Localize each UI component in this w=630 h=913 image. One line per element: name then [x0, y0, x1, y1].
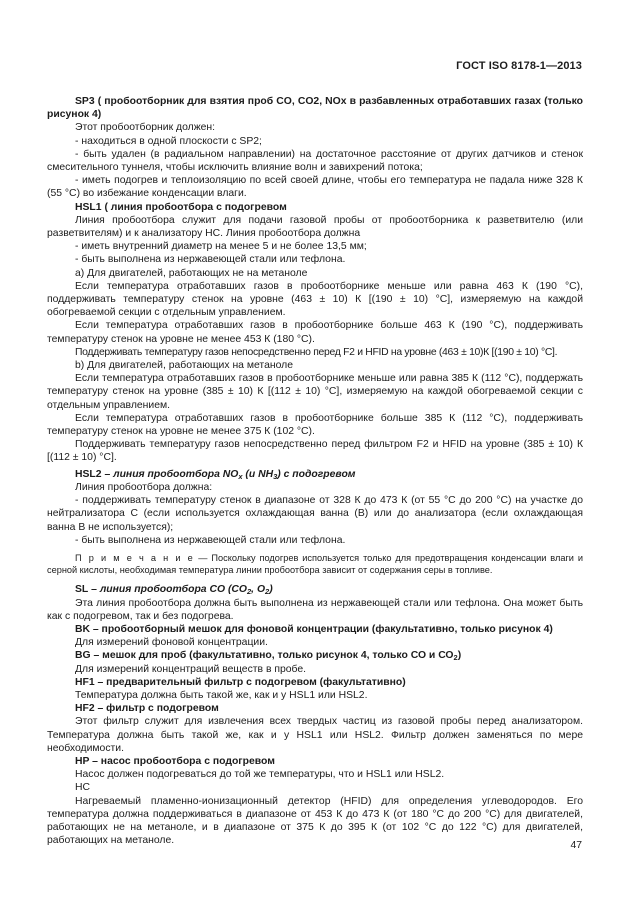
note [47, 552, 583, 576]
hsl1-b-text-1: Если температура отработавших газов в пробоотборнике меньше или равна 385 К (112 °С), поддержать температуру стенок на уровне (385 ± 10) К [(112 ± 10) °С], измеряемую на каждой обогреваемой секции с отдельным управлением. [47, 373, 583, 411]
bg-text: Для измерений концентраций веществ в пробе. [75, 663, 307, 675]
hsl2-heading-part-3: ) с подогревом [277, 468, 356, 480]
sp3-item-3: - иметь подогрев и теплоизоляцию по всей своей длине, чтобы его температура не падала ниже 328 К (55 °С) во избежание конденсации влаги. [47, 175, 583, 200]
bg-heading-part-2: ) [457, 650, 462, 662]
hc-text: Нагреваемый пламенно-ионизационный детектор (HFID) для определения углеводородов. Его температура должна поддерживаться в диапазоне от 453 К до 473 К (от 180 °С до 200 °С) для двигателей, работающих не на метаноле, и в диапазоне от 375 К до 395 К (от 102 °С до 122 °С) для двигателей, работающих на метаноле. [47, 795, 583, 847]
sl-text: Эта линия пробоотбора должна быть выполнена из нержавеющей стали или тефлона. Она может быть как с подогревом, так и без подогрева. [47, 597, 583, 622]
hsl2-heading-part-1: – линия пробоотбора NO [101, 468, 239, 480]
sl-heading [47, 583, 583, 596]
sl-heading-code: SL [75, 584, 89, 596]
hsl1-a-text-1: Если температура отработавших газов в пробоотборнике меньше или равна 463 К (190 °С), поддерживать температуру стенок на уровне (463 ± 10) К [(190 ± 10) °С], измеряемую на каждой обогреваемой секции с отдельным управлением. [47, 280, 583, 319]
hsl2-item-2: - быть выполнена из нержавеющей стали или тефлона. [75, 534, 346, 546]
bg-subscript-2: 2 [453, 653, 458, 663]
hsl1-subheading-a: а) Для двигателей, работающих не на метаноле [75, 267, 308, 279]
hsl2-heading-title [102, 469, 356, 480]
hsl1-item-1: - иметь внутренний диаметр на менее 5 и не более 13,5 мм; [75, 241, 367, 253]
sl-subscript-2: 2 [247, 587, 252, 597]
hsl2-subscript-3: 3 [273, 471, 278, 481]
sl-heading-part-2: , O [251, 584, 266, 596]
sp3-intro: Этот пробоотборник должен: [75, 122, 216, 134]
hsl1-item-2: - быть выполнена из нержавеющей стали или тефлона. [75, 254, 346, 266]
hf1-heading: HF1 – предварительный фильтр с подогревом (факультативно) [75, 676, 406, 688]
hsl1-b-text-3: Поддерживать температуру газов непосредственно перед фильтром F2 и HFID на уровне (385 ± 10) К [(112 ± 10) °С]. [47, 439, 583, 464]
document-body [47, 95, 583, 847]
hsl2-heading [47, 468, 583, 481]
bg-heading [47, 649, 583, 662]
bk-text: Для измерений фоновой концентрации. [75, 637, 268, 649]
hsl2-item-1: - поддерживать температуру стенок в диапазоне от 328 К до 473 К (от 55 °С до 200 °С) на участке до нейтрализатора С (если используется охлаждающая ванна (В) или до анализатора (если охлаждающая ванна В не используется); [47, 495, 583, 533]
hsl2-heading-part-2: (и NH [242, 468, 274, 480]
hsl1-intro: Линия пробоотбора служит для подачи газовой пробы от пробоотборника к разветвителю (или разветвителям) и к анализатору НС. Линия пробоотбора должна [47, 214, 583, 240]
hp-text: Насос должен подогреваться до той же температуры, что и HSL1 или HSL2. [75, 769, 445, 781]
hp-heading: HP – насос пробоотбора с подогревом [75, 755, 275, 767]
hsl1-a-text-2: Если температура отработавших газов в пробоотборнике больше 463 К (190 °С), поддерживать температуру стенок на уровне не менее 453 К (180 °С). [47, 320, 583, 345]
hf2-text: Этот фильтр служит для извлечения всех твердых частиц из газовой пробы перед анализатором. Температура должна быть такой же, как и у HSL1 или HSL2. Фильтр должен заменяться по мере необходимости. [47, 716, 583, 754]
hsl1-a-text-3: Поддерживать температуру газов непосредственно перед F2 и HFID на уровне (463 ± 10)К [(190 ± 10) °С]. [75, 346, 558, 358]
hf1-text: Температура должна быть такой же, как и у HSL1 или HSL2. [75, 689, 368, 701]
page-number: 47 [570, 840, 582, 851]
sp3-item-2: - быть удален (в радиальном направлении) на достаточное расстояние от других датчиков и стенок смесительного туннеля, чтобы исключить влияние волн и завихрений потока; [47, 148, 583, 174]
hsl1-subheading-b: b) Для двигателей, работающих на метаноле [75, 360, 293, 372]
note-label: П р и м е ч а н и е [75, 552, 195, 563]
hc-heading: НС [75, 782, 91, 794]
hsl2-intro: Линия пробоотбора должна: [75, 481, 213, 493]
sp3-item-1: - находиться в одной плоскости с SP2; [75, 135, 262, 147]
sp3-heading: SP3 ( пробоотборник для взятия проб CO, CO2, NOx в разбавленных отработавших газах (только рисунок 4) [47, 96, 583, 121]
hsl1-b-text-2: Если температура отработавших газов в пробоотборнике больше 385 К (112 °С), поддерживать температуру стенок на уровне не менее 375 К (102 °С). [47, 412, 583, 438]
sl-heading-title [88, 584, 272, 595]
bg-heading-part-1: BG – мешок для проб (факультативно, только рисунок 4, только СО и СО [75, 650, 454, 662]
standard-code: ГОСТ ISO 8178-1—2013 [456, 60, 582, 72]
sl-subscript-2b: 2 [265, 587, 270, 597]
note-text: — Поскольку подогрев используется только для предотвращения конденсации влаги и серной кислоты, необходимая температура линии пробоотбора зависит от содержания серы в топливе. [47, 552, 584, 576]
bk-heading: BK – пробоотборный мешок для фоновой концентрации (факультативно, только рисунок 4) [75, 623, 553, 635]
sl-heading-part-1: – линия пробоотбора СО (СО [88, 584, 247, 596]
hsl2-subscript-x: x [238, 471, 243, 481]
hsl2-heading-code: HSL2 [75, 468, 102, 480]
hsl1-heading: HSL1 ( линия пробоотбора с подогревом [75, 201, 287, 213]
hf2-heading: HF2 – фильтр с подогревом [75, 703, 219, 715]
sl-heading-part-3: ) [269, 584, 273, 596]
